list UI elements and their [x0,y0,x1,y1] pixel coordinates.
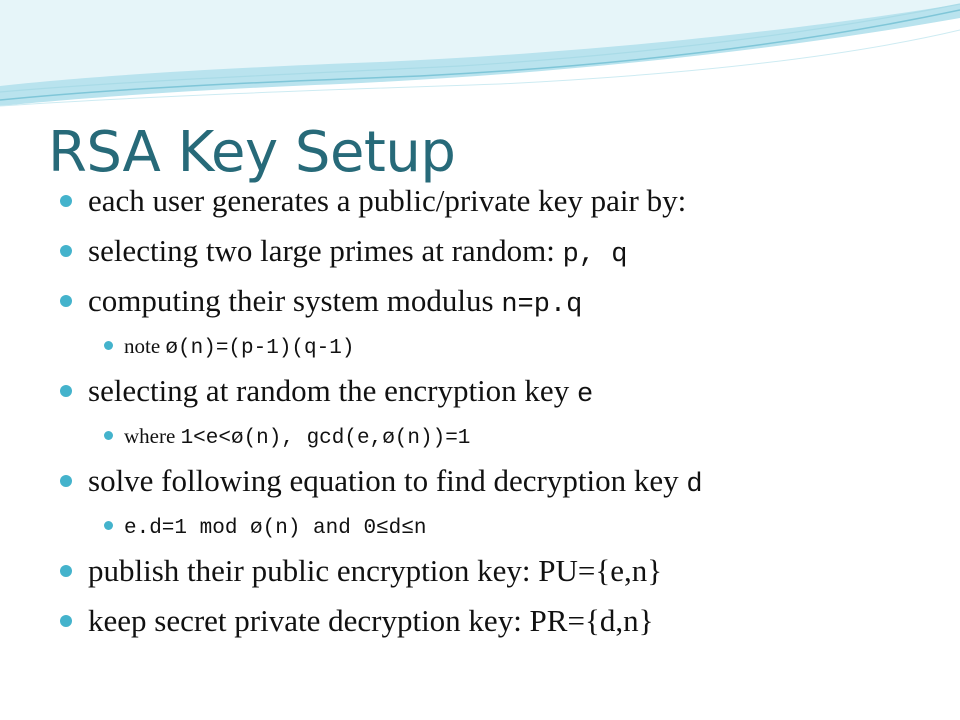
bullet-item [0,276,960,326]
bullet-text: note [124,334,166,358]
bullet-code: d [686,470,703,500]
bullet-dot-icon [104,521,113,530]
bullet-dot-icon [60,475,72,487]
bullet-item [0,596,960,646]
bullet-dot-icon [60,385,72,397]
bullet-code: n=p.q [501,290,583,320]
bullet-text: computing their system modulus [88,283,502,318]
bullet-code: e.d=1 mod ø(n) and 0≤d≤n [124,517,427,540]
bullet-dot-icon [104,431,113,440]
bullet-item [0,546,960,596]
slide-title: RSA Key Setup [48,120,456,185]
bullet-text: publish their public encryption key: PU={e,n} [88,553,663,588]
bullet-dot-icon [60,245,72,257]
bullet-text: selecting at random the encryption key [88,373,577,408]
bullet-dot-icon [60,615,72,627]
bullet-item [0,226,960,276]
bullet-code: 1<e<ø(n), gcd(e,ø(n))=1 [180,427,471,450]
sub-bullet-item [0,506,960,546]
bullet-text: where [124,424,181,448]
bullet-code: p, q [562,240,628,270]
bullet-dot-icon [60,565,72,577]
bullet-code: e [576,380,594,410]
bullet-dot-icon [60,195,72,207]
bullet-list [0,176,960,646]
bullet-text: selecting two large primes at random: [88,233,563,268]
bullet-text: solve following equation to find decryption key [88,463,687,498]
bullet-text: keep secret private decryption key: PR={d,n} [88,603,654,638]
bullet-code: ø(n)=(p-1)(q-1) [165,337,355,360]
bullet-item [0,366,960,416]
bullet-dot-icon [104,341,113,350]
sub-bullet-item [0,416,960,456]
sub-bullet-item [0,326,960,366]
bullet-dot-icon [60,295,72,307]
bullet-text: each user generates a public/private key pair by: [88,183,687,218]
bullet-item [0,456,960,506]
bullet-item [0,176,960,226]
